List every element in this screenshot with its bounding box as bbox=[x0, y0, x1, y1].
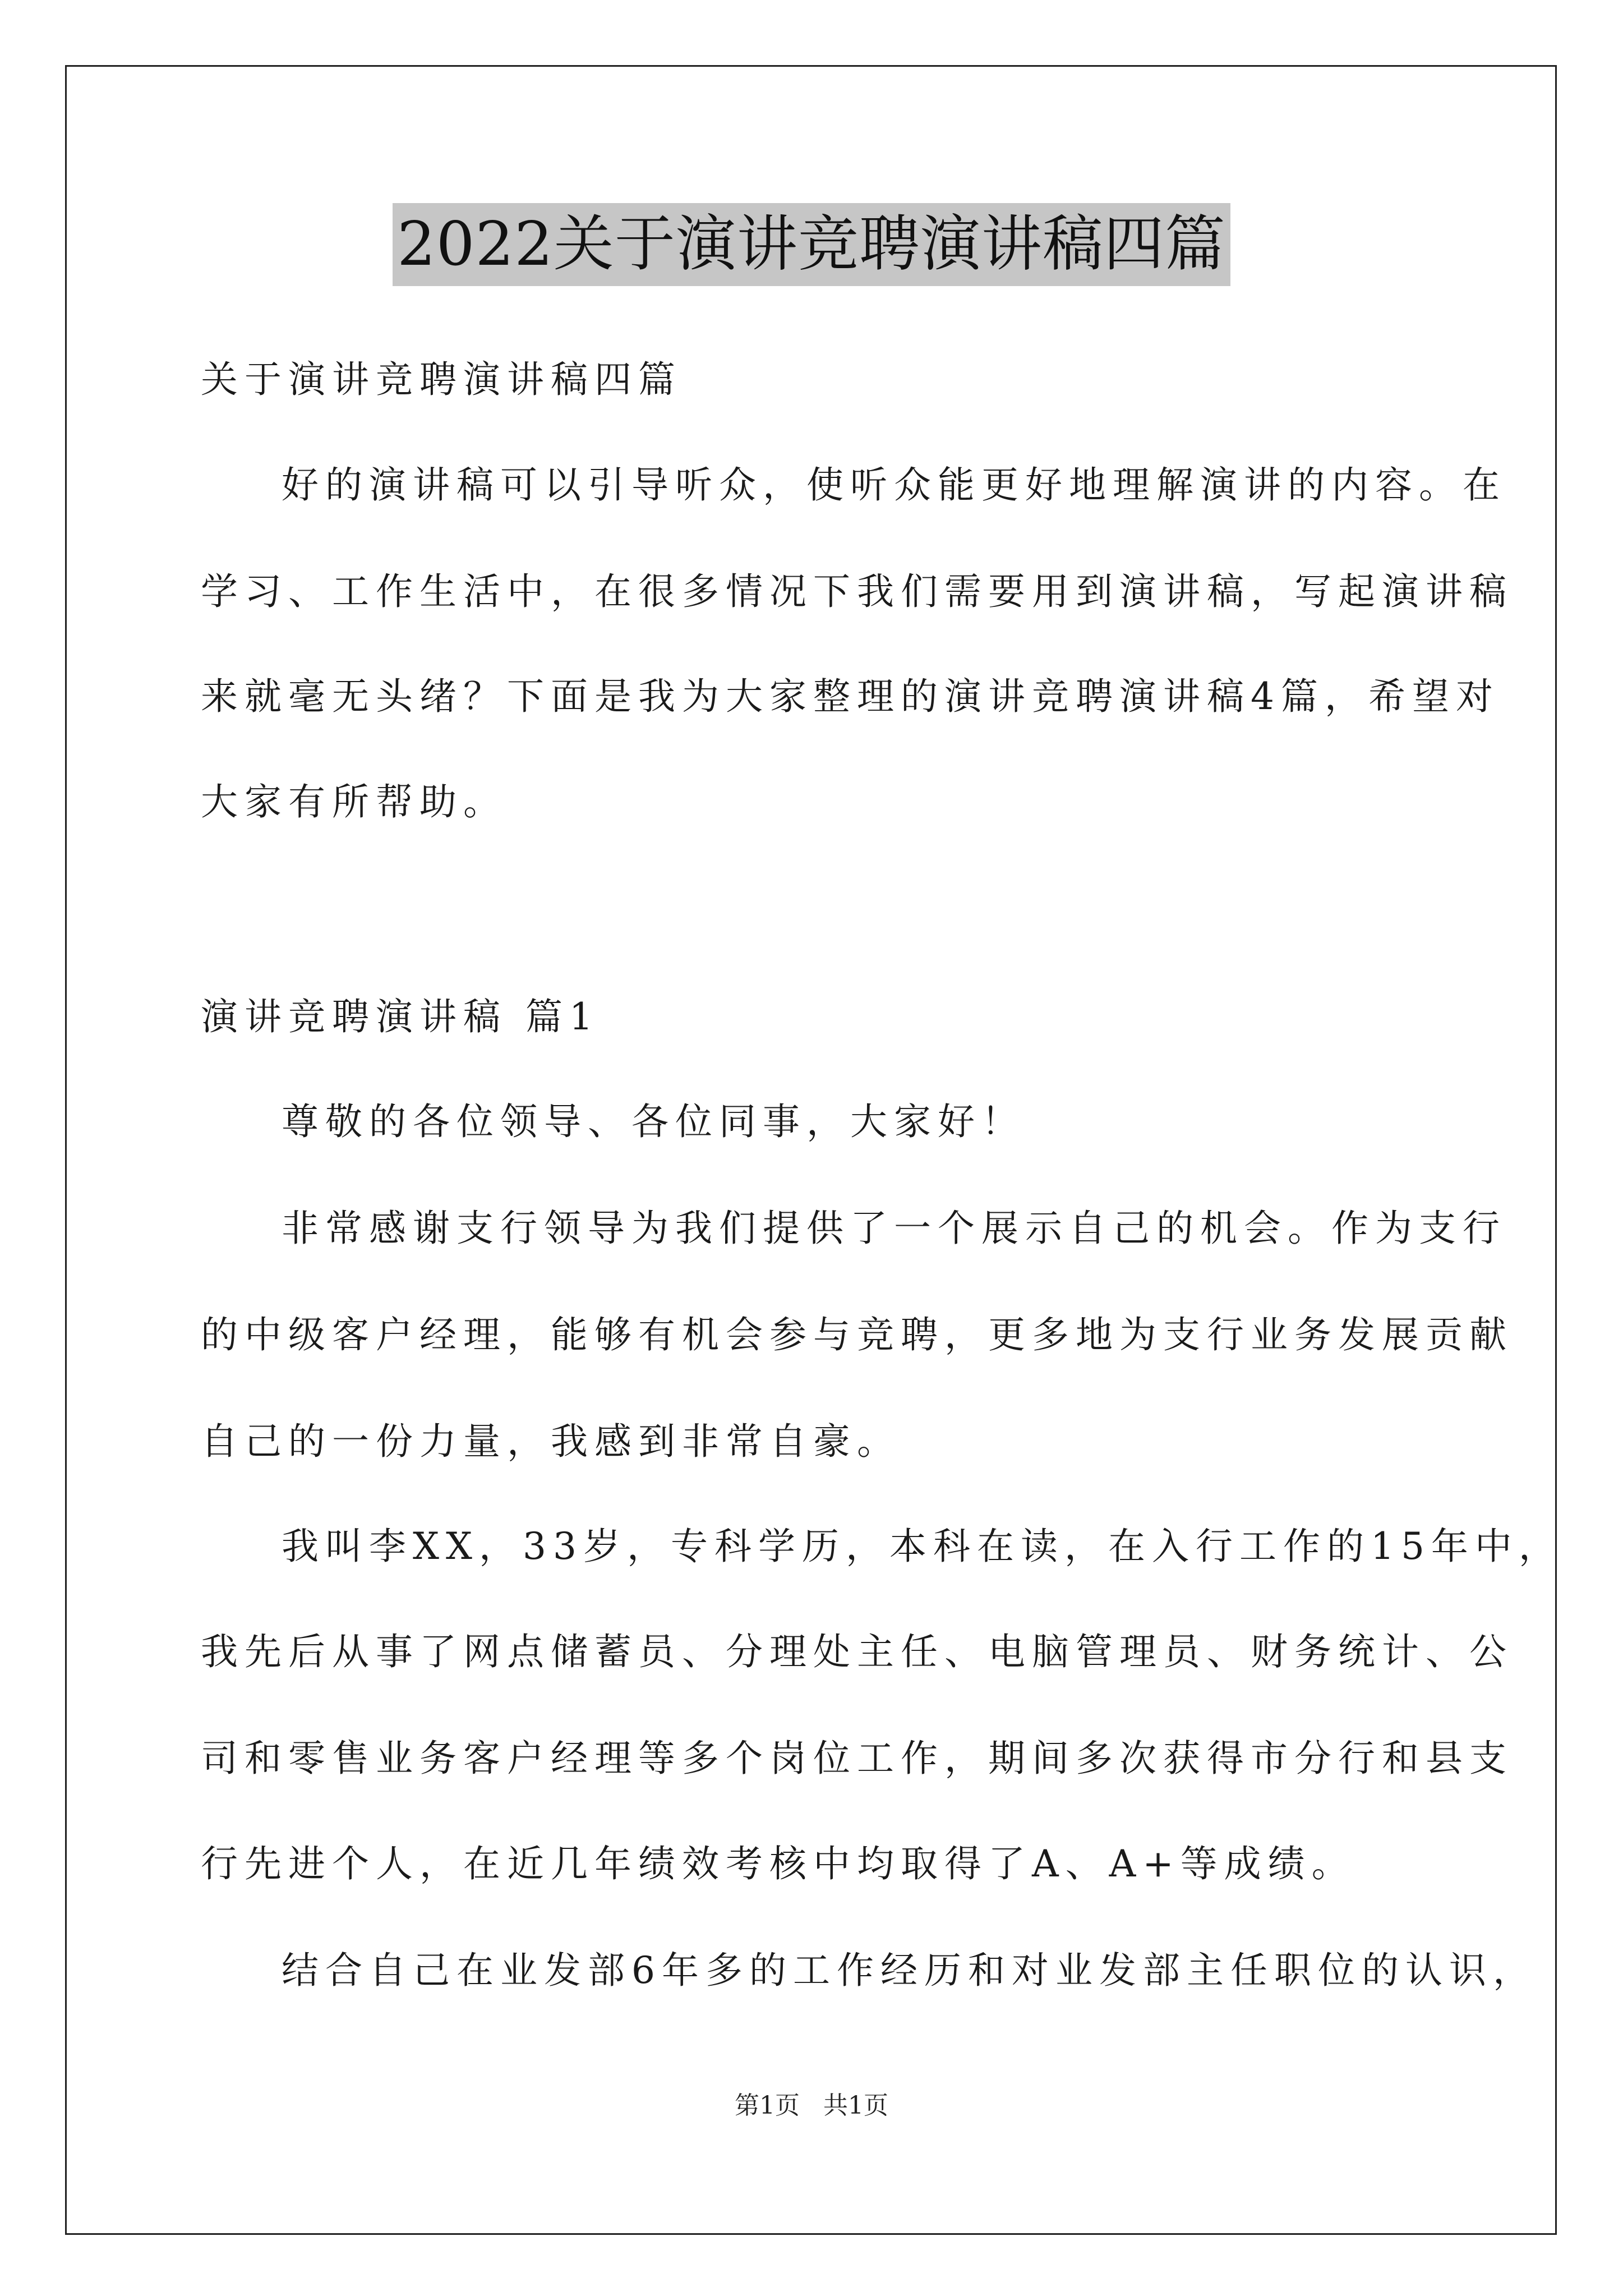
para3-line-1: 结合自己在业发部6年多的工作经历和对业发部主任职位的认识， bbox=[282, 1949, 1537, 1992]
intro-line-3: 来就毫无头绪？下面是我为大家整理的演讲竞聘演讲稿4篇，希望对 bbox=[201, 675, 1500, 718]
document-subtitle: 关于演讲竞聘演讲稿四篇 bbox=[201, 358, 682, 401]
intro-line-1: 好的演讲稿可以引导听众，使听众能更好地理解演讲的内容。在 bbox=[282, 463, 1506, 507]
greeting: 尊敬的各位领导、各位同事，大家好！ bbox=[282, 1100, 1025, 1143]
para1-line-2: 的中级客户经理，能够有机会参与竞聘，更多地为支行业务发展贡献 bbox=[201, 1313, 1513, 1356]
title-container bbox=[0, 203, 1623, 286]
para2-line-2: 我先后从事了网点储蓄员、分理处主任、电脑管理员、财务统计、公 bbox=[201, 1630, 1513, 1673]
para2-line-1: 我叫李XX，33岁，专科学历，本科在读，在入行工作的15年中， bbox=[282, 1525, 1562, 1568]
section-heading: 演讲竞聘演讲稿 篇1 bbox=[201, 995, 600, 1038]
intro-line-2: 学习、工作生活中，在很多情况下我们需要用到演讲稿，写起演讲稿 bbox=[201, 570, 1513, 613]
page-number: 第1页 bbox=[735, 2091, 800, 2120]
page-footer bbox=[0, 2089, 1623, 2123]
para2-line-4: 行先进个人，在近几年绩效考核中均取得了A、A+等成绩。 bbox=[201, 1842, 1355, 1885]
para1-line-1: 非常感谢支行领导为我们提供了一个展示自己的机会。作为支行 bbox=[282, 1207, 1506, 1250]
document-title: 2022关于演讲竞聘演讲稿四篇 bbox=[393, 203, 1230, 286]
intro-line-4: 大家有所帮助。 bbox=[201, 780, 507, 823]
para2-line-3: 司和零售业务客户经理等多个岗位工作，期间多次获得市分行和县支 bbox=[201, 1737, 1513, 1780]
page-total: 共1页 bbox=[823, 2091, 888, 2120]
para1-line-3: 自己的一份力量，我感到非常自豪。 bbox=[201, 1420, 901, 1463]
